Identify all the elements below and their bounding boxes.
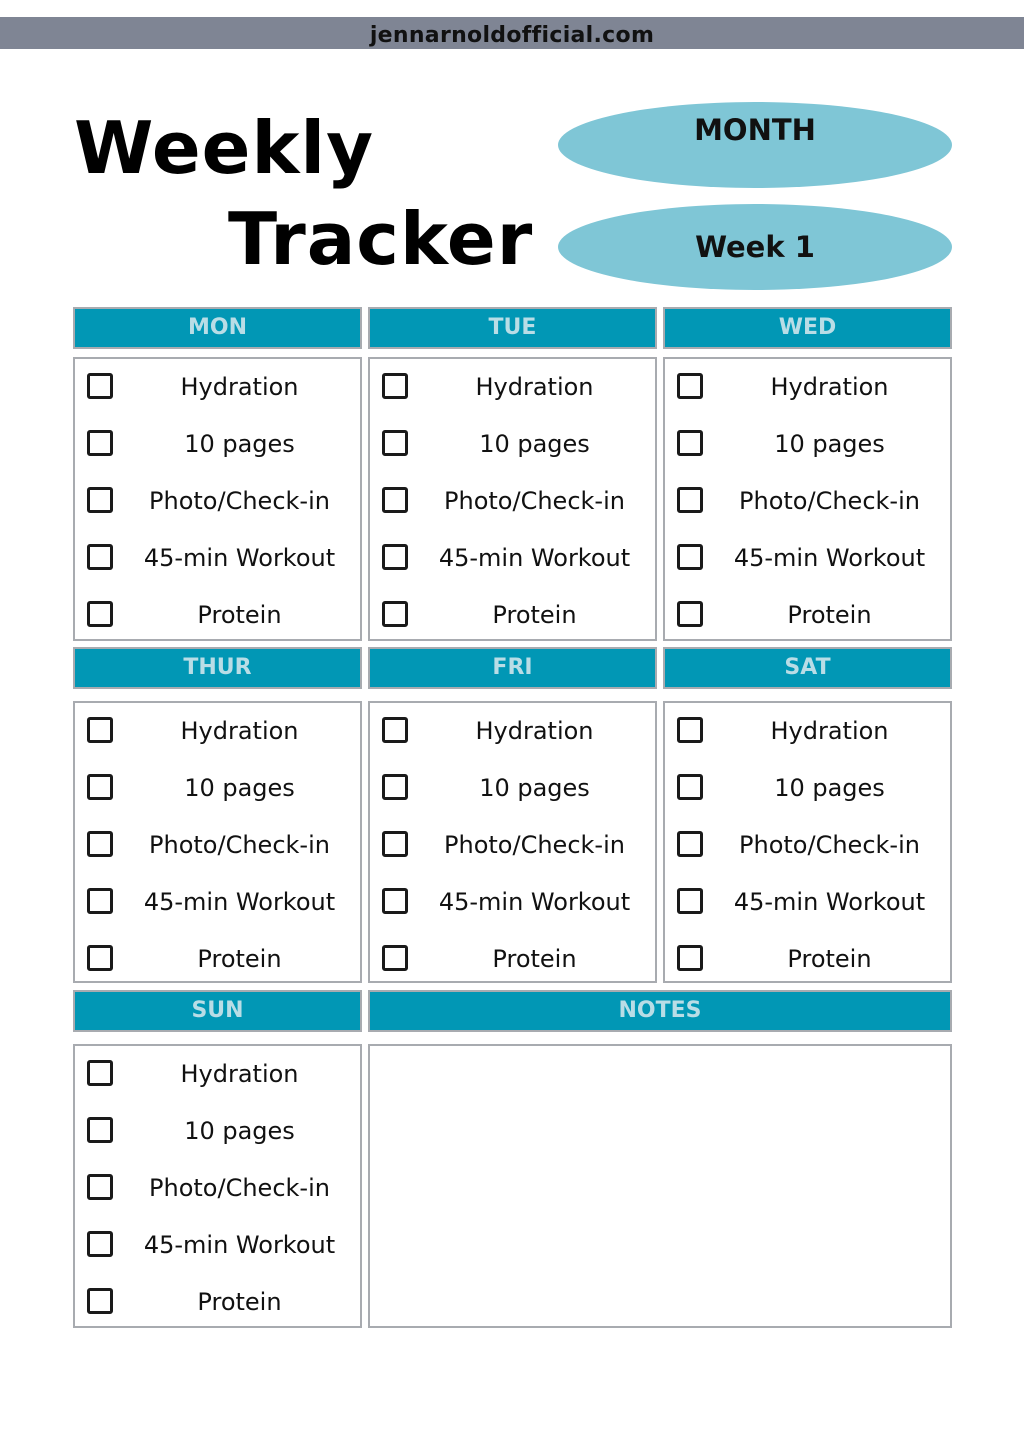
habit-label: Protein <box>197 1288 282 1316</box>
habit-row <box>370 711 655 751</box>
habit-row <box>370 882 655 922</box>
day-checklist-mon <box>73 357 362 641</box>
month-field[interactable]: MONTH <box>558 102 952 188</box>
habit-row <box>370 481 655 521</box>
habit-row <box>665 595 950 635</box>
habit-label: Hydration <box>475 717 594 745</box>
habit-label: 45-min Workout <box>438 888 631 916</box>
habit-row <box>75 711 360 751</box>
habit-row <box>75 1054 360 1094</box>
habit-label: 10 pages <box>774 430 885 458</box>
day-checklist-sun <box>73 1044 362 1328</box>
habit-row <box>370 595 655 635</box>
checkbox[interactable] <box>87 774 113 800</box>
habit-row <box>665 481 950 521</box>
day-header-mon: MON <box>73 307 362 349</box>
checkbox[interactable] <box>87 1174 113 1200</box>
checkbox[interactable] <box>677 601 703 627</box>
habit-label: Photo/Check-in <box>149 487 330 515</box>
website-label: jennarnoldofficial.com <box>369 23 655 48</box>
checkbox[interactable] <box>87 831 113 857</box>
checkbox[interactable] <box>87 487 113 513</box>
habit-row <box>665 538 950 578</box>
checkbox[interactable] <box>382 487 408 513</box>
habit-label: Protein <box>492 601 577 629</box>
habit-row <box>665 939 950 979</box>
habit-label: 45-min Workout <box>143 888 336 916</box>
habit-label: 45-min Workout <box>438 544 631 572</box>
week-field[interactable]: Week 1 <box>558 204 952 290</box>
habit-label: Protein <box>492 945 577 973</box>
checkbox[interactable] <box>677 945 703 971</box>
habit-row <box>370 367 655 407</box>
habit-label: 45-min Workout <box>733 544 926 572</box>
habit-row <box>75 538 360 578</box>
habit-row <box>665 367 950 407</box>
habit-row <box>370 538 655 578</box>
checkbox[interactable] <box>87 1117 113 1143</box>
habit-row <box>75 939 360 979</box>
checkbox[interactable] <box>87 717 113 743</box>
habit-label: 45-min Workout <box>143 1231 336 1259</box>
checkbox[interactable] <box>382 831 408 857</box>
checkbox[interactable] <box>87 601 113 627</box>
habit-row <box>665 424 950 464</box>
habit-label: 10 pages <box>184 1117 295 1145</box>
habit-label: 10 pages <box>774 774 885 802</box>
notes-area[interactable] <box>368 1044 952 1328</box>
notes-header: NOTES <box>368 990 952 1032</box>
habit-row <box>665 882 950 922</box>
habit-label: Protein <box>787 945 872 973</box>
habit-label: Photo/Check-in <box>739 831 920 859</box>
habit-row <box>75 424 360 464</box>
habit-label: 10 pages <box>184 774 295 802</box>
day-checklist-thur <box>73 701 362 983</box>
checkbox[interactable] <box>382 717 408 743</box>
habit-row <box>75 768 360 808</box>
habit-row <box>75 1168 360 1208</box>
day-checklist-fri <box>368 701 657 983</box>
checkbox[interactable] <box>87 1288 113 1314</box>
habit-row <box>75 1225 360 1265</box>
habit-label: Hydration <box>770 373 889 401</box>
habit-label: 45-min Workout <box>143 544 336 572</box>
checkbox[interactable] <box>677 888 703 914</box>
habit-row <box>370 939 655 979</box>
checkbox[interactable] <box>87 373 113 399</box>
checkbox[interactable] <box>382 601 408 627</box>
title-weekly: Weekly <box>74 106 375 190</box>
day-header-tue: TUE <box>368 307 657 349</box>
checkbox[interactable] <box>677 774 703 800</box>
habit-label: 10 pages <box>479 430 590 458</box>
checkbox[interactable] <box>87 544 113 570</box>
habit-label: Protein <box>197 601 282 629</box>
habit-row <box>370 825 655 865</box>
habit-label: Hydration <box>475 373 594 401</box>
checkbox[interactable] <box>87 1231 113 1257</box>
day-header-wed: WED <box>663 307 952 349</box>
habit-label: Hydration <box>180 1060 299 1088</box>
title-tracker: Tracker <box>228 197 534 281</box>
checkbox[interactable] <box>87 430 113 456</box>
day-checklist-sat <box>663 701 952 983</box>
day-checklist-tue <box>368 357 657 641</box>
habit-label: Photo/Check-in <box>444 487 625 515</box>
checkbox[interactable] <box>87 945 113 971</box>
habit-label: 45-min Workout <box>733 888 926 916</box>
habit-row <box>75 595 360 635</box>
checkbox[interactable] <box>382 774 408 800</box>
habit-row <box>370 424 655 464</box>
day-checklist-wed <box>663 357 952 641</box>
checkbox[interactable] <box>382 544 408 570</box>
habit-label: Photo/Check-in <box>444 831 625 859</box>
habit-row <box>370 768 655 808</box>
habit-row <box>665 825 950 865</box>
checkbox[interactable] <box>677 544 703 570</box>
checkbox[interactable] <box>382 430 408 456</box>
habit-label: Hydration <box>770 717 889 745</box>
habit-row <box>75 1282 360 1322</box>
checkbox[interactable] <box>677 487 703 513</box>
habit-label: Photo/Check-in <box>739 487 920 515</box>
checkbox[interactable] <box>677 373 703 399</box>
checkbox[interactable] <box>382 888 408 914</box>
habit-label: Protein <box>197 945 282 973</box>
day-header-thur: THUR <box>73 647 362 689</box>
habit-label: Hydration <box>180 373 299 401</box>
habit-row <box>75 825 360 865</box>
checkbox[interactable] <box>87 1060 113 1086</box>
checkbox[interactable] <box>677 430 703 456</box>
habit-row <box>75 367 360 407</box>
habit-label: Hydration <box>180 717 299 745</box>
day-header-sun: SUN <box>73 990 362 1032</box>
checkbox[interactable] <box>87 888 113 914</box>
habit-label: Photo/Check-in <box>149 1174 330 1202</box>
checkbox[interactable] <box>677 717 703 743</box>
habit-label: 10 pages <box>184 430 295 458</box>
habit-row <box>75 882 360 922</box>
day-header-sat: SAT <box>663 647 952 689</box>
day-header-fri: FRI <box>368 647 657 689</box>
habit-row <box>665 711 950 751</box>
habit-label: 10 pages <box>479 774 590 802</box>
habit-label: Photo/Check-in <box>149 831 330 859</box>
checkbox[interactable] <box>677 831 703 857</box>
habit-label: Protein <box>787 601 872 629</box>
checkbox[interactable] <box>382 945 408 971</box>
habit-row <box>665 768 950 808</box>
habit-row <box>75 481 360 521</box>
habit-row <box>75 1111 360 1151</box>
checkbox[interactable] <box>382 373 408 399</box>
